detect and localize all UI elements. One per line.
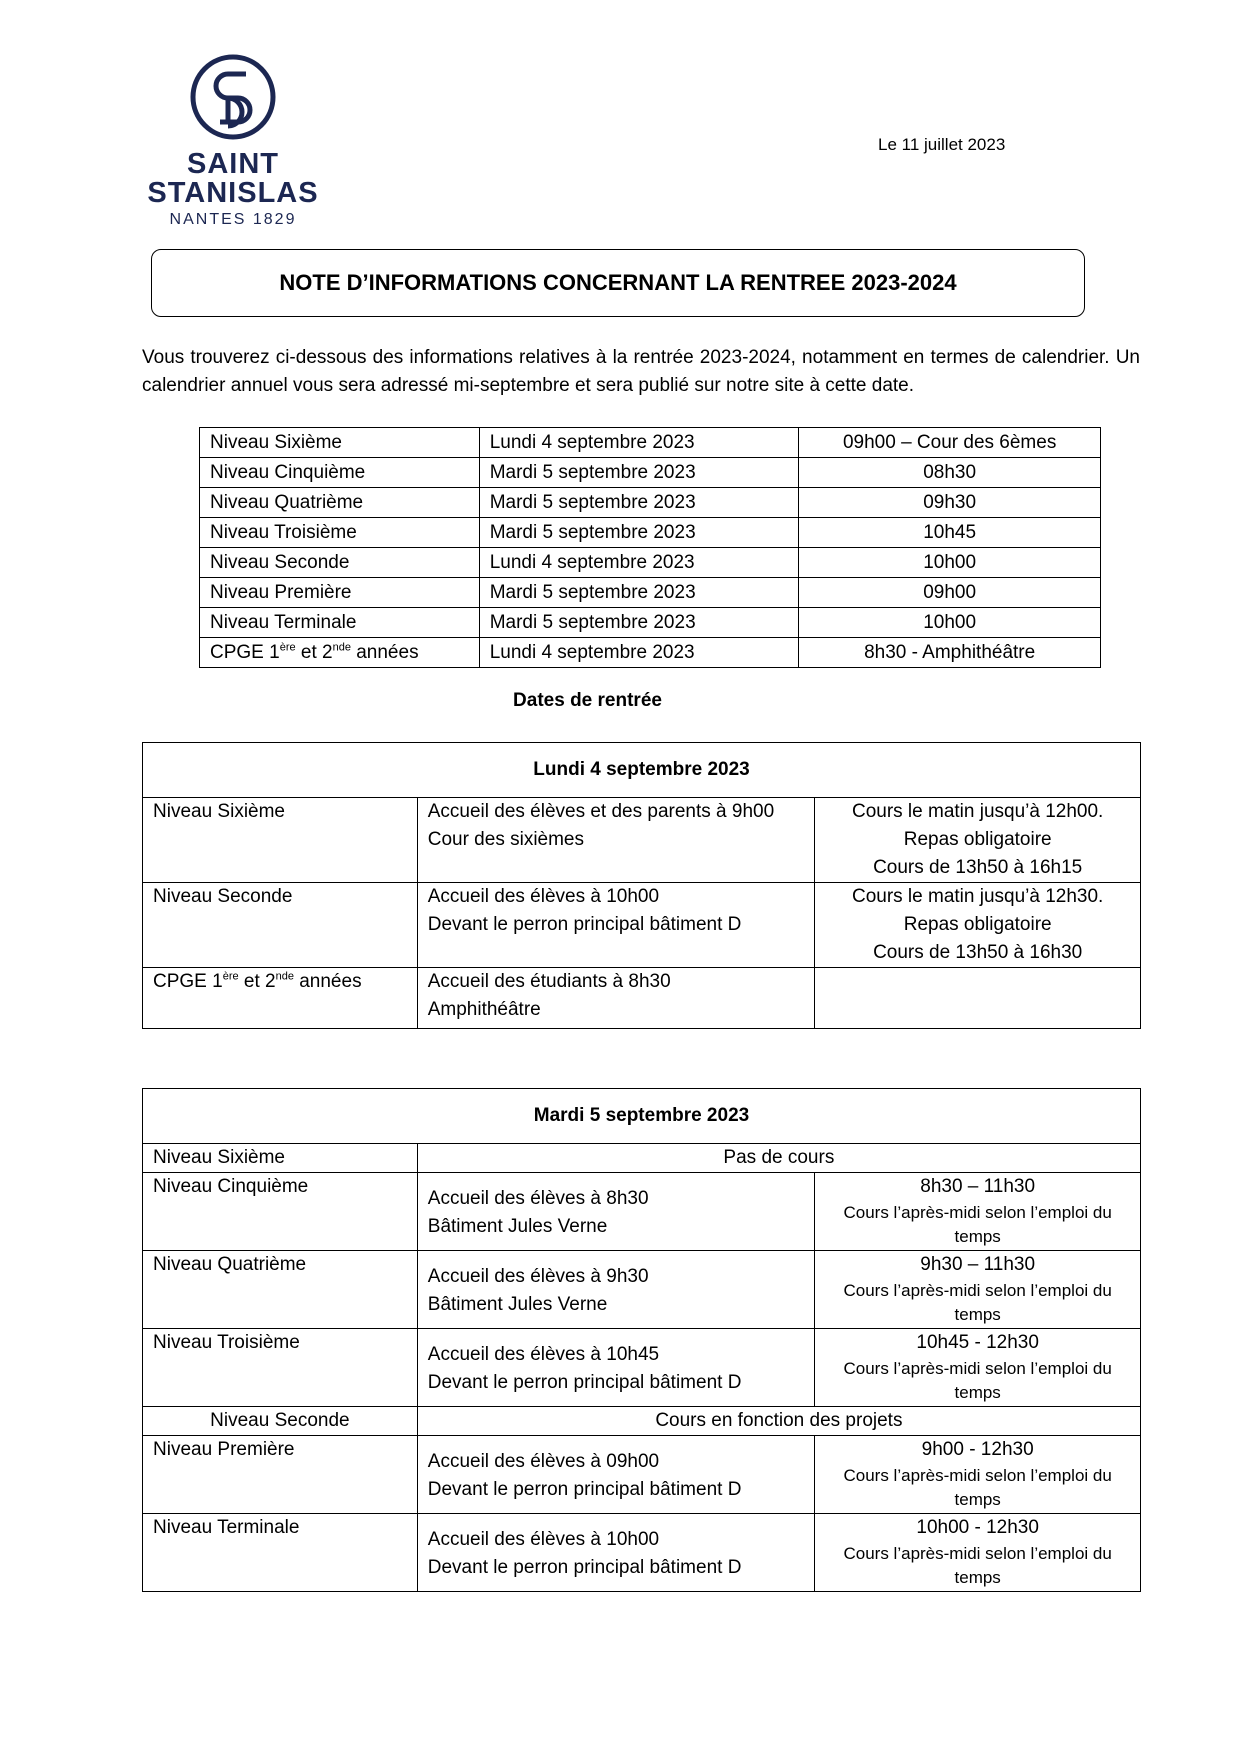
intro-paragraph: Vous trouverez ci-dessous des informations relatives à la rentrée 2023-2024, notamment en termes de calendrier. Un calendrier annuel vous sera adressé mi-septembre et sera publié sur notre site à cette date. (142, 347, 1140, 396)
meal-line: Repas obligatoire (903, 829, 1052, 850)
afternoon-line: Cours de 13h50 à 16h15 (873, 857, 1083, 878)
afternoon-line: Cours de 13h50 à 16h30 (873, 942, 1083, 963)
logo-emblem-icon (188, 52, 278, 142)
table-row (143, 968, 1141, 1029)
level-cell: Niveau Seconde (143, 883, 418, 968)
summary-table (199, 427, 1101, 668)
level-cell: Niveau Seconde (200, 548, 480, 578)
logo-line-saint: SAINT (187, 148, 279, 180)
cpge-mid: et 2 (295, 642, 333, 663)
logo-line-nantes: NANTES 1829 (169, 211, 297, 228)
welcome-line: Accueil des élèves à 10h00 (427, 886, 660, 907)
cpge-sup-2: nde (275, 970, 294, 983)
date-cell: Mardi 5 septembre 2023 (479, 518, 799, 548)
time-line: 10h00 - 12h30 (916, 1517, 1039, 1538)
location-line: Devant le perron principal bâtiment D (427, 1372, 742, 1393)
cpge-suffix: années (293, 971, 362, 992)
cpge-mid: et 2 (238, 971, 276, 992)
tuesday-header: Mardi 5 septembre 2023 (143, 1089, 1141, 1144)
date-cell: Mardi 5 septembre 2023 (479, 608, 799, 638)
table-row (200, 608, 1101, 638)
location-line: Cour des sixièmes (427, 829, 584, 850)
table-row (200, 428, 1101, 458)
date-cell: Lundi 4 septembre 2023 (479, 428, 799, 458)
welcome-line: Accueil des élèves et des parents à 9h00 (427, 801, 775, 822)
level-cell (143, 968, 418, 1029)
level-cell: Niveau Sixième (143, 1144, 418, 1173)
table-row (143, 1514, 1141, 1592)
level-cell: Niveau Quatrième (143, 1251, 418, 1329)
table-row (143, 883, 1141, 968)
time-cell: 10h00 (799, 608, 1101, 638)
cpge-suffix: années (350, 642, 419, 663)
tuesday-table (142, 1088, 1141, 1592)
schedule-cell (815, 1514, 1141, 1592)
cpge-prefix: CPGE 1 (210, 642, 280, 663)
table-row (143, 1251, 1141, 1329)
level-cell: Niveau Sixième (143, 798, 418, 883)
welcome-cell (417, 968, 815, 1029)
schedule-cell (815, 798, 1141, 883)
welcome-cell (417, 1173, 815, 1251)
schedule-cell (815, 1251, 1141, 1329)
time-cell: 09h30 (799, 488, 1101, 518)
table-row (143, 798, 1141, 883)
welcome-cell (417, 798, 815, 883)
date-cell: Lundi 4 septembre 2023 (479, 548, 799, 578)
level-cell: Niveau Terminale (143, 1514, 418, 1592)
afternoon-note: Cours l’après-midi selon l’emploi du temps (843, 1544, 1112, 1587)
monday-header: Lundi 4 septembre 2023 (143, 743, 1141, 798)
level-cell (200, 638, 480, 668)
cpge-sup-2: nde (332, 641, 351, 654)
location-line: Amphithéâtre (427, 999, 541, 1020)
welcome-line: Accueil des élèves à 10h00 (427, 1529, 660, 1550)
welcome-cell (417, 883, 815, 968)
section-subtitle: Dates de rentrée (513, 690, 662, 711)
table-row (143, 1407, 1141, 1436)
schedule-line: Cours le matin jusqu’à 12h30. (851, 886, 1104, 907)
date-cell: Mardi 5 septembre 2023 (479, 488, 799, 518)
level-cell: Niveau Seconde (143, 1407, 418, 1436)
welcome-cell (417, 1436, 815, 1514)
welcome-line: Accueil des étudiants à 8h30 (427, 971, 671, 992)
level-cell: Niveau Cinquième (200, 458, 480, 488)
time-cell: 8h30 - Amphithéâtre (799, 638, 1101, 668)
table-row (200, 638, 1101, 668)
welcome-line: Accueil des élèves à 09h00 (427, 1451, 660, 1472)
time-line: 9h30 – 11h30 (920, 1254, 1036, 1275)
cpge-sup-1: ère (279, 641, 296, 654)
schedule-cell (815, 1329, 1141, 1407)
document-title: NOTE D’INFORMATIONS CONCERNANT LA RENTREE 2023-2024 (151, 249, 1085, 317)
date-cell: Mardi 5 septembre 2023 (479, 578, 799, 608)
location-line: Devant le perron principal bâtiment D (427, 1557, 742, 1578)
time-cell: 08h30 (799, 458, 1101, 488)
note-cell: Cours en fonction des projets (417, 1407, 1140, 1436)
afternoon-note: Cours l’après-midi selon l’emploi du temps (843, 1359, 1112, 1402)
level-cell: Niveau Sixième (200, 428, 480, 458)
afternoon-note: Cours l’après-midi selon l’emploi du temps (843, 1466, 1112, 1509)
table-row (200, 518, 1101, 548)
welcome-line: Accueil des élèves à 8h30 (427, 1188, 649, 1209)
level-cell: Niveau Première (200, 578, 480, 608)
location-line: Bâtiment Jules Verne (427, 1216, 608, 1237)
time-line: 9h00 - 12h30 (921, 1439, 1034, 1460)
table-row (200, 578, 1101, 608)
table-row (200, 458, 1101, 488)
table-row (143, 1436, 1141, 1514)
table-row (200, 488, 1101, 518)
schedule-cell (815, 968, 1141, 1029)
note-cell: Pas de cours (417, 1144, 1140, 1173)
location-line: Devant le perron principal bâtiment D (427, 914, 742, 935)
time-cell: 10h45 (799, 518, 1101, 548)
meal-line: Repas obligatoire (903, 914, 1052, 935)
level-cell: Niveau Cinquième (143, 1173, 418, 1251)
table-row (143, 1144, 1141, 1173)
table-row (200, 548, 1101, 578)
welcome-cell (417, 1514, 815, 1592)
welcome-cell (417, 1251, 815, 1329)
schedule-cell (815, 883, 1141, 968)
logo-line-stanislas: STANISLAS (147, 177, 319, 209)
afternoon-note: Cours l’après-midi selon l’emploi du temps (843, 1281, 1112, 1324)
time-cell: 09h00 (799, 578, 1101, 608)
level-cell: Niveau Quatrième (200, 488, 480, 518)
level-cell: Niveau Première (143, 1436, 418, 1514)
cpge-prefix: CPGE 1 (153, 971, 223, 992)
date-cell: Mardi 5 septembre 2023 (479, 458, 799, 488)
level-cell: Niveau Troisième (200, 518, 480, 548)
welcome-cell (417, 1329, 815, 1407)
school-logo (138, 52, 328, 229)
cpge-sup-1: ère (222, 970, 239, 983)
time-cell: 09h00 – Cour des 6èmes (799, 428, 1101, 458)
time-line: 10h45 - 12h30 (916, 1332, 1039, 1353)
date-cell: Lundi 4 septembre 2023 (479, 638, 799, 668)
monday-table (142, 742, 1141, 1029)
time-cell: 10h00 (799, 548, 1101, 578)
afternoon-note: Cours l’après-midi selon l’emploi du temps (843, 1203, 1112, 1246)
level-cell: Niveau Terminale (200, 608, 480, 638)
table-row (143, 1173, 1141, 1251)
time-line: 8h30 – 11h30 (920, 1176, 1036, 1197)
level-cell: Niveau Troisième (143, 1329, 418, 1407)
location-line: Devant le perron principal bâtiment D (427, 1479, 742, 1500)
welcome-line: Accueil des élèves à 10h45 (427, 1344, 660, 1365)
document-date: Le 11 juillet 2023 (878, 135, 1006, 154)
schedule-cell (815, 1436, 1141, 1514)
welcome-line: Accueil des élèves à 9h30 (427, 1266, 649, 1287)
table-row (143, 1329, 1141, 1407)
schedule-cell (815, 1173, 1141, 1251)
location-line: Bâtiment Jules Verne (427, 1294, 608, 1315)
schedule-line: Cours le matin jusqu’à 12h00. (851, 801, 1104, 822)
